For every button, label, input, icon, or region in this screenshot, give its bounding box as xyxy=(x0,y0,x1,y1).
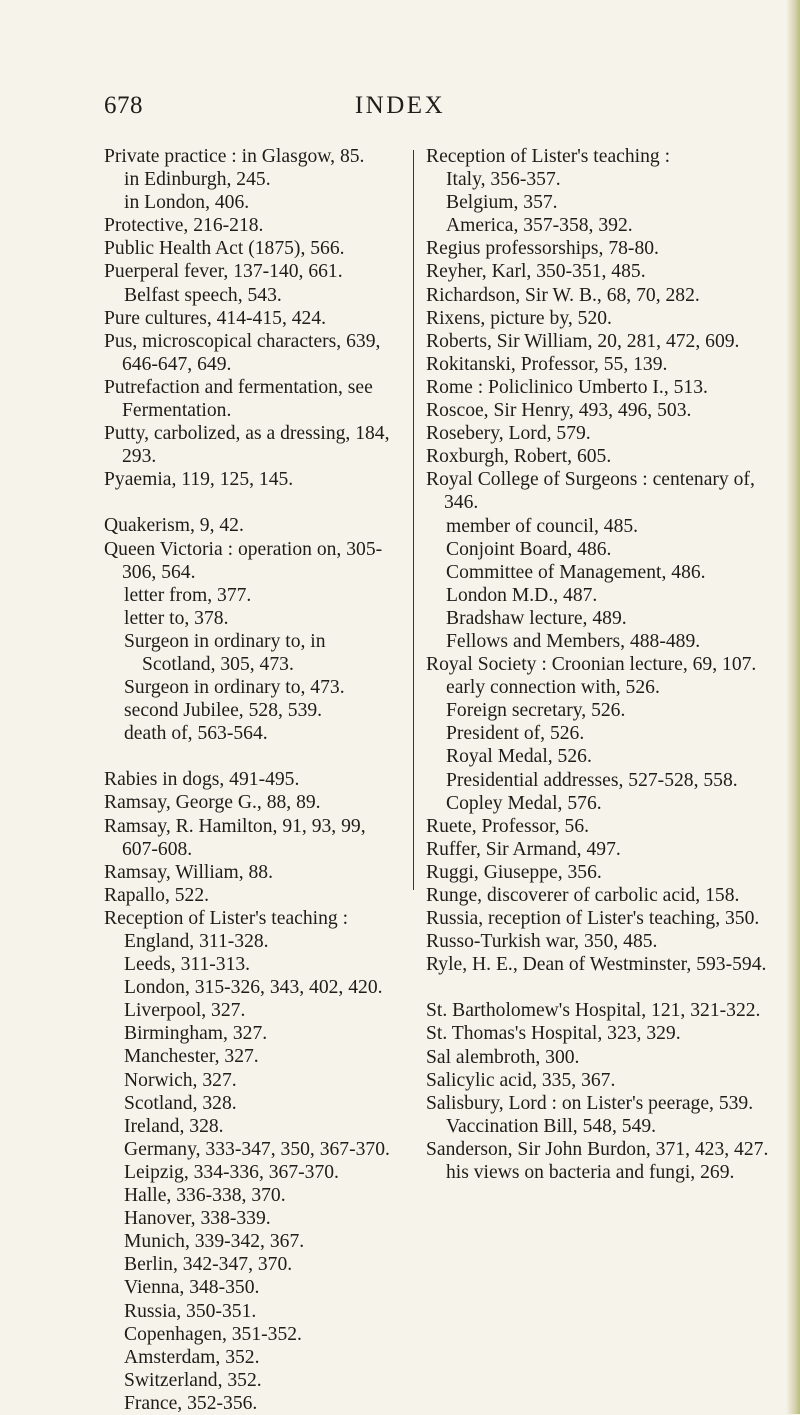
index-entry: Runge, discoverer of carbolic acid, 158. xyxy=(426,885,740,906)
column-divider xyxy=(413,150,414,890)
index-entry: Puerperal fever, 137-140, 661. xyxy=(104,261,343,283)
index-subentry: America, 357-358, 392. xyxy=(446,215,633,237)
index-subentry: England, 311-328. xyxy=(124,931,269,952)
index-entry: Ruggi, Giuseppe, 356. xyxy=(426,861,602,883)
index-subentry: Italy, 356-357. xyxy=(446,169,561,191)
index-subentry: Amsterdam, 352. xyxy=(124,1346,260,1368)
index-subentry: in Edinburgh, 245. xyxy=(124,169,271,191)
index-entry: Rabies in dogs, 491-495. xyxy=(104,769,300,791)
index-subentry: Hanover, 338-339. xyxy=(124,1208,271,1230)
index-entry: Rokitanski, Professor, 55, 139. xyxy=(426,353,668,375)
index-subentry: France, 352-356. xyxy=(124,1392,258,1414)
index-subentry: Birmingham, 327. xyxy=(124,1023,268,1045)
index-subentry: President of, 526. xyxy=(446,723,585,745)
index-entry: Reyher, Karl, 350-351, 485. xyxy=(426,261,646,283)
index-entry: Russia, reception of Lister's teaching, 350. xyxy=(426,908,760,930)
index-entry: Ryle, H. E., Dean of Westminster, 593-594. xyxy=(426,954,767,976)
index-entry: Ramsay, George G., 88, 89. xyxy=(104,792,321,814)
index-entry: Pyaemia, 119, 125, 145. xyxy=(104,469,294,491)
index-subentry: letter from, 377. xyxy=(124,584,252,606)
index-subentry: Vienna, 348-350. xyxy=(124,1277,260,1299)
index-column-right xyxy=(426,145,776,1184)
index-entry: Protective, 216-218. xyxy=(104,215,264,237)
index-entry: Ramsay, William, 88. xyxy=(104,861,274,883)
index-entry: Pus, microscopical characters, 639, 646-647, 649. xyxy=(104,330,381,375)
index-entry: Royal College of Surgeons : centenary of, 346. xyxy=(426,469,755,514)
index-subentry: Presidential addresses, 527-528, 558. xyxy=(446,769,738,791)
index-subentry: death of, 563-564. xyxy=(124,723,268,745)
index-subentry: Leeds, 311-313. xyxy=(124,954,251,976)
index-subentry: Russia, 350-351. xyxy=(124,1300,257,1322)
index-entry: Roberts, Sir William, 20, 281, 472, 609. xyxy=(426,330,740,352)
index-entry: Reception of Lister's teaching : xyxy=(426,146,671,167)
index-subentry: letter to, 378. xyxy=(124,607,229,629)
index-subentry: London, 315-326, 343, 402, 420. xyxy=(124,977,383,999)
index-subentry: in London, 406. xyxy=(124,192,250,214)
index-entry: Public Health Act (1875), 566. xyxy=(104,238,345,260)
index-entry: Salicylic acid, 335, 367. xyxy=(426,1069,616,1091)
index-subentry: Surgeon in ordinary to, 473. xyxy=(124,677,345,699)
index-subentry: Royal Medal, 526. xyxy=(446,746,592,768)
index-subentry: Bradshaw lecture, 489. xyxy=(446,607,627,629)
index-entry: Rosebery, Lord, 579. xyxy=(426,423,591,445)
index-entry: St. Bartholomew's Hospital, 121, 321-322. xyxy=(426,1000,761,1022)
index-entry: Pure cultures, 414-415, 424. xyxy=(104,307,327,329)
index-entry: Queen Victoria : operation on, 305-306, 564. xyxy=(104,538,383,583)
index-subentry: Belfast speech, 543. xyxy=(124,284,282,306)
index-subentry: Ireland, 328. xyxy=(124,1115,224,1137)
index-subentry: Belgium, 357. xyxy=(446,192,558,214)
index-subentry: Vaccination Bill, 548, 549. xyxy=(446,1115,657,1137)
index-subentry: Berlin, 342-347, 370. xyxy=(124,1254,293,1276)
index-entry: Sal alembroth, 300. xyxy=(426,1046,580,1068)
index-subentry: Manchester, 327. xyxy=(124,1046,259,1068)
index-entry: Sanderson, Sir John Burdon, 371, 423, 427. xyxy=(426,1138,769,1160)
index-entry: Reception of Lister's teaching : xyxy=(104,907,349,929)
index-entry: Ramsay, R. Hamilton, 91, 93, 99, 607-608. xyxy=(104,815,366,860)
index-subentry: Copenhagen, 351-352. xyxy=(124,1323,302,1345)
index-subentry: Halle, 336-338, 370. xyxy=(124,1185,286,1207)
index-column-left xyxy=(104,145,402,1415)
index-entry: St. Thomas's Hospital, 323, 329. xyxy=(426,1023,681,1045)
index-subentry: Surgeon in ordinary to, in Scotland, 305, 473. xyxy=(124,630,326,675)
index-subentry: Leipzig, 334-336, 367-370. xyxy=(124,1161,339,1183)
index-subentry: his views on bacteria and fungi, 269. xyxy=(446,1162,735,1184)
index-entry: Ruffer, Sir Armand, 497. xyxy=(426,838,621,860)
index-subentry: Fellows and Members, 488-489. xyxy=(446,630,701,652)
index-entry: Russo-Turkish war, 350, 485. xyxy=(426,931,658,953)
index-entry: Private practice : in Glasgow, 85. xyxy=(104,146,365,167)
index-subentry: Switzerland, 352. xyxy=(124,1369,262,1391)
index-subentry: member of council, 485. xyxy=(446,515,639,537)
index-subentry: London M.D., 487. xyxy=(446,584,598,606)
index-entry: Quakerism, 9, 42. xyxy=(104,515,244,537)
index-entry: Rome : Policlinico Umberto I., 513. xyxy=(426,376,708,398)
index-entry: Rixens, picture by, 520. xyxy=(426,307,612,329)
index-entry: Regius professorships, 78-80. xyxy=(426,238,659,260)
index-subentry: Foreign secretary, 526. xyxy=(446,700,626,722)
index-entry: Roscoe, Sir Henry, 493, 496, 503. xyxy=(426,400,692,422)
index-entry: Royal Society : Croonian lecture, 69, 107. xyxy=(426,654,757,676)
index-subentry: Germany, 333-347, 350, 367-370. xyxy=(124,1138,390,1160)
index-subentry: Copley Medal, 576. xyxy=(446,792,602,814)
index-entry: Putrefaction and fermentation, see Fermentation. xyxy=(104,376,373,422)
page-edge xyxy=(786,0,800,1414)
index-entry: Putty, carbolized, as a dressing, 184, 293. xyxy=(104,423,390,468)
index-subentry: Committee of Management, 486. xyxy=(446,561,706,583)
page-header xyxy=(0,92,800,132)
index-subentry: Liverpool, 327. xyxy=(124,1000,246,1022)
index-entry: Rapallo, 522. xyxy=(104,884,210,906)
index-entry: Salisbury, Lord : on Lister's peerage, 539. xyxy=(426,1092,754,1114)
index-entry: Roxburgh, Robert, 605. xyxy=(426,446,612,468)
running-title: INDEX xyxy=(354,92,446,119)
index-subentry: Scotland, 328. xyxy=(124,1092,237,1114)
index-subentry: Conjoint Board, 486. xyxy=(446,538,612,560)
index-subentry: second Jubilee, 528, 539. xyxy=(124,700,323,722)
index-subentry: Munich, 339-342, 367. xyxy=(124,1231,305,1253)
index-subentry: Norwich, 327. xyxy=(124,1069,237,1091)
index-entry: Richardson, Sir W. B., 68, 70, 282. xyxy=(426,284,700,306)
index-subentry: early connection with, 526. xyxy=(446,677,660,699)
page-number: 678 xyxy=(104,92,143,119)
index-entry: Ruete, Professor, 56. xyxy=(426,815,590,837)
